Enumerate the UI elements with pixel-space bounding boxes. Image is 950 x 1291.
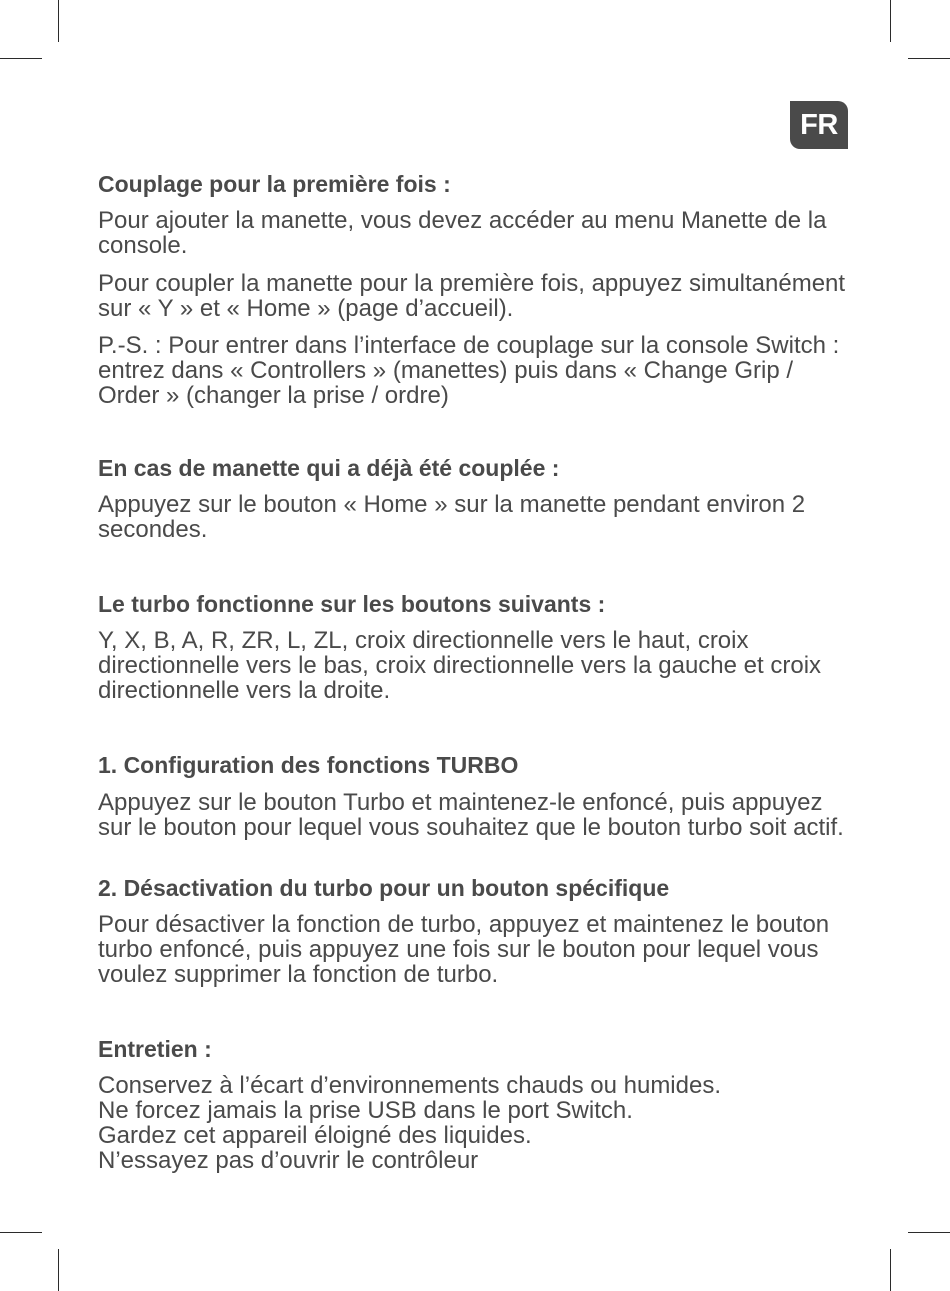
maintenance-line-heat: Conservez à l’écart d’environnements chauds ou humides. [98, 1072, 722, 1099]
heading-pairing-first: Couplage pour la première fois : [98, 171, 451, 197]
paragraph-pair-first-time: Pour coupler la manette pour la première fois, appuyez simultanément sur « Y » et « Home » (page d’accueil). [98, 270, 846, 322]
heading-turbo-config: 1. Configuration des fonctions TURBO [98, 752, 519, 778]
crop-mark-top-left-horizontal [0, 58, 42, 59]
language-badge: FR [790, 101, 848, 149]
crop-mark-bottom-right-vertical [890, 1249, 891, 1291]
maintenance-line-usb: Ne forcez jamais la prise USB dans le port Switch. [98, 1097, 633, 1124]
maintenance-line-liquids: Gardez cet appareil éloigné des liquides. [98, 1122, 532, 1149]
paragraph-ps-switch-interface: P.-S. : Pour entrer dans l’interface de couplage sur la console Switch : entrez dans « Controllers » (manettes) puis dans « Change Grip / Order » (changer la prise / ordre) [98, 332, 840, 409]
crop-mark-bottom-left-horizontal [0, 1232, 42, 1233]
paragraph-turbo-disable: Pour désactiver la fonction de turbo, appuyez et maintenez le bouton turbo enfoncé, puis appuyez une fois sur le bouton pour lequel vous voulez supprimer la fonction de turbo. [98, 911, 830, 988]
heading-maintenance: Entretien : [98, 1036, 212, 1062]
paragraph-turbo-config: Appuyez sur le bouton Turbo et maintenez-le enfoncé, puis appuyez sur le bouton pour lequel vous souhaitez que le bouton turbo soit actif. [98, 789, 844, 841]
crop-mark-bottom-right-horizontal [908, 1232, 950, 1233]
crop-mark-top-right-horizontal [908, 58, 950, 59]
crop-mark-top-left-vertical [58, 0, 59, 42]
heading-turbo-disable: 2. Désactivation du turbo pour un bouton spécifique [98, 875, 670, 901]
heading-turbo-buttons: Le turbo fonctionne sur les boutons suivants : [98, 591, 606, 617]
crop-mark-bottom-left-vertical [58, 1249, 59, 1291]
paragraph-add-controller: Pour ajouter la manette, vous devez accéder au menu Manette de la console. [98, 207, 827, 259]
paragraph-turbo-button-list: Y, X, B, A, R, ZR, L, ZL, croix directionnelle vers le haut, croix directionnelle vers le bas, croix directionnelle vers la gauche et croix directionnelle vers la droite. [98, 627, 822, 704]
crop-mark-top-right-vertical [890, 0, 891, 42]
maintenance-line-open: N’essayez pas d’ouvrir le contrôleur [98, 1147, 479, 1174]
paragraph-home-button: Appuyez sur le bouton « Home » sur la manette pendant environ 2 secondes. [98, 491, 806, 543]
heading-already-paired: En cas de manette qui a déjà été couplée : [98, 455, 560, 481]
